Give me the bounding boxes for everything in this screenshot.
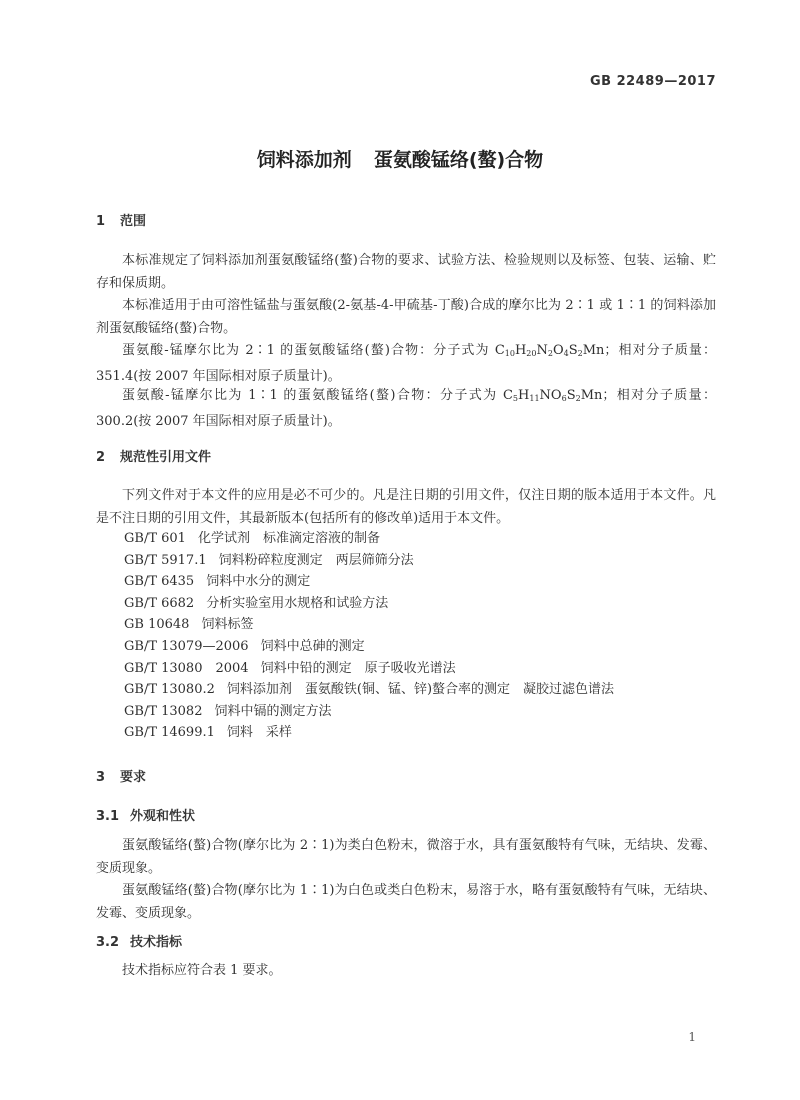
reference-item — [124, 571, 614, 593]
section-2-heading — [96, 446, 211, 465]
subsection-title: 外观和性状 — [130, 809, 196, 824]
reference-item — [124, 636, 614, 658]
reference-title: 饲料中水分的测定 — [206, 574, 311, 590]
document-title — [0, 145, 800, 172]
scope-paragraph-4 — [96, 385, 716, 433]
reference-title: 饲料中铅的测定 原子吸收光谱法 — [260, 660, 456, 676]
formula-text: Mn；相对分子质量：351.4(按 2007 年国际相对原子质量计)。 — [96, 343, 716, 384]
reference-title: 分析实验室用水规格和试验方法 — [206, 595, 389, 611]
reference-list — [124, 528, 614, 744]
reference-item — [124, 550, 614, 572]
subsection-title: 技术指标 — [130, 935, 183, 950]
reference-item — [124, 658, 614, 680]
formula-text: S — [566, 388, 576, 403]
section-1-heading — [96, 210, 146, 229]
reference-code: GB/T 5917.1 — [124, 552, 207, 568]
reference-code: GB/T 6435 — [124, 574, 195, 590]
formula-text: 蛋氨酸-锰摩尔比为 2∶1 的蛋氨酸锰络(螯)合物：分子式为 C — [122, 343, 505, 358]
reference-title: 饲料中镉的测定方法 — [214, 703, 332, 719]
reference-item — [124, 722, 614, 744]
appearance-paragraph-2: 蛋氨酸锰络(螯)合物(摩尔比为 1∶1)为白色或类白色粉末，易溶于水，略有蛋氨酸特有气味，无结块、发霉、变质现象。 — [96, 883, 716, 921]
section-3-heading — [96, 766, 146, 785]
formula-text: S — [568, 343, 578, 358]
reference-item — [124, 593, 614, 615]
subsection-number: 3.2 — [96, 935, 120, 950]
scope-paragraph-1: 本标准规定了饲料添加剂蛋氨酸锰络(螯)合物的要求、试验方法、检验规则以及标签、包装、运输、贮存和保质期。 — [96, 253, 716, 291]
reference-code: GB/T 13080.2 — [124, 682, 215, 698]
standard-code: GB 22489—2017 — [589, 74, 716, 89]
page-number: 1 — [688, 1030, 696, 1044]
formula-text: N — [536, 343, 548, 358]
reference-code: GB/T 14699.1 — [124, 725, 215, 741]
formula-text: H — [518, 388, 530, 403]
reference-code: GB 10648 — [124, 617, 190, 633]
formula-subscript: 2 — [547, 349, 553, 358]
formula-subscript: 4 — [563, 349, 569, 358]
subsection-number: 3.1 — [96, 809, 120, 824]
formula-text: H — [514, 343, 527, 358]
reference-item — [124, 701, 614, 723]
section-3-1-heading — [96, 805, 195, 824]
reference-code: GB/T 13080 2004 — [124, 660, 249, 676]
formula-text: O — [552, 343, 564, 358]
formula-text: Mn；相对分子质量：300.2(按 2007 年国际相对原子质量计)。 — [96, 388, 716, 429]
scope-paragraph-2: 本标准适用于由可溶性锰盐与蛋氨酸(2-氨基-4-甲硫基-丁酸)合成的摩尔比为 2∶1 或 1∶1 的饲料添加剂蛋氨酸锰络(螯)合物。 — [96, 298, 716, 336]
section-title: 要求 — [120, 770, 147, 785]
section-title: 范围 — [120, 214, 147, 229]
reference-code: GB/T 13079—2006 — [124, 638, 249, 654]
technical-index-paragraph: 技术指标应符合表 1 要求。 — [122, 963, 282, 978]
reference-title: 饲料添加剂 蛋氨酸铁(铜、锰、锌)螯合率的测定 凝胶过滤色谱法 — [226, 682, 615, 698]
formula-text: 蛋氨酸-锰摩尔比为 1∶1 的蛋氨酸锰络(螯)合物：分子式为 C — [122, 388, 513, 403]
reference-item — [124, 679, 614, 701]
reference-code: GB/T 13082 — [124, 703, 203, 719]
section-3-2-heading — [96, 931, 182, 950]
formula-subscript: 20 — [526, 349, 537, 358]
scope-paragraph-3 — [96, 340, 716, 388]
appearance-paragraph-1: 蛋氨酸锰络(螯)合物(摩尔比为 2∶1)为类白色粉末，微溶于水，具有蛋氨酸特有气味，无结块、发霉、变质现象。 — [96, 838, 716, 876]
formula-subscript: 2 — [577, 349, 583, 358]
section-number: 1 — [96, 214, 106, 229]
title-part-2: 蛋氨酸锰络(螯)合物 — [373, 149, 544, 171]
reference-title: 饲料中总砷的测定 — [260, 638, 365, 654]
reference-code: GB/T 601 — [124, 531, 186, 546]
formula-subscript: 2 — [575, 394, 581, 403]
reference-title: 饲料 采样 — [226, 725, 292, 741]
formula-subscript: 10 — [504, 349, 515, 358]
section-number: 2 — [96, 450, 106, 465]
section-number: 3 — [96, 770, 106, 785]
section-title: 规范性引用文件 — [120, 450, 212, 465]
normative-references-intro: 下列文件对于本文件的应用是必不可少的。凡是注日期的引用文件，仅注日期的版本适用于本文件。凡是不注日期的引用文件，其最新版本(包括所有的修改单)适用于本文件。 — [96, 488, 716, 526]
reference-item — [124, 614, 614, 636]
formula-subscript: 11 — [529, 394, 540, 403]
reference-code: GB/T 6682 — [124, 595, 195, 611]
title-part-1: 饲料添加剂 — [256, 149, 352, 171]
formula-subscript: 6 — [561, 394, 567, 403]
reference-title: 化学试剂 标准滴定溶液的制备 — [197, 531, 380, 546]
reference-item — [124, 528, 614, 550]
formula-text: NO — [539, 388, 562, 403]
reference-title: 饲料标签 — [201, 617, 254, 633]
formula-subscript: 5 — [512, 394, 519, 403]
reference-title: 饲料粉碎粒度测定 两层筛筛分法 — [218, 552, 414, 568]
